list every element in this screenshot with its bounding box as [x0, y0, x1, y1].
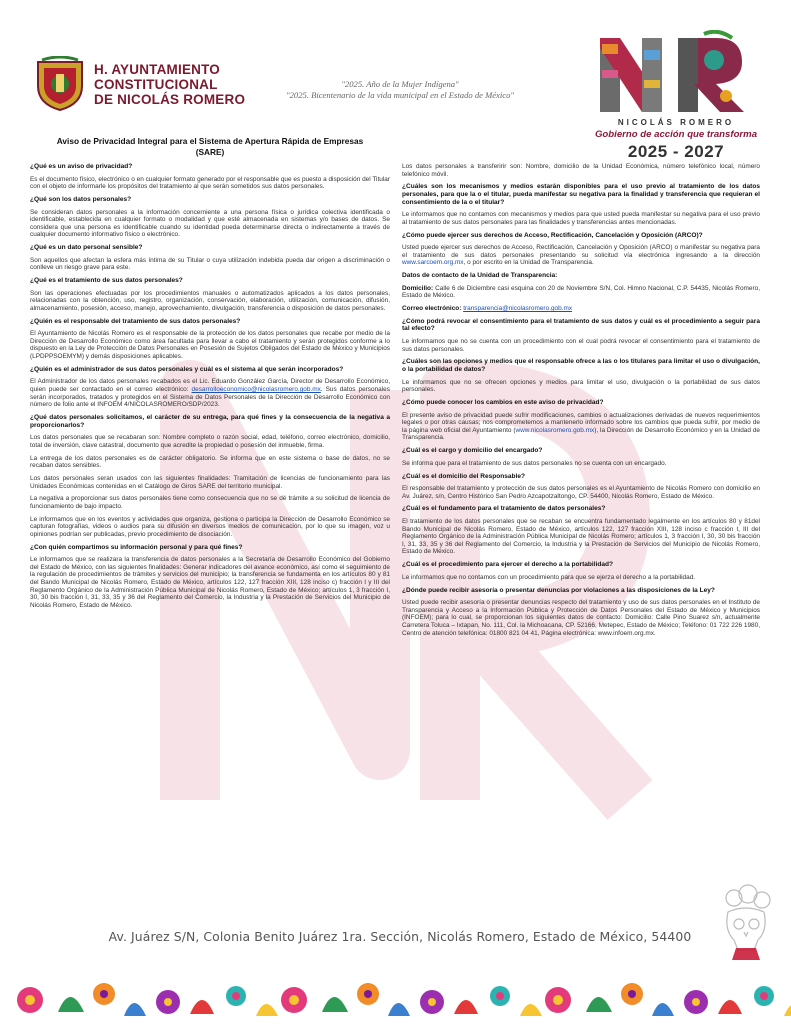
ayuntamiento-name — [94, 62, 245, 107]
answer-text: , o por escrito en la Unidad de Transparencia. — [463, 259, 594, 267]
question-heading: ¿Qué son los datos personales? — [30, 195, 132, 203]
answer-paragraph: Son aquellos que afectan la esfera más íntima de su Titular o cuya utilización indebida pueda dar origen a discriminación o conlleve un riesgo grave para este. — [30, 256, 390, 272]
answer-paragraph: Es el documento físico, electrónico o en cualquier formato generado por el responsable que es puesto a disposición del Titular con el objeto de informarle los propósitos del tratamiento al que serán sometidos sus datos personales. — [30, 175, 390, 191]
title-line-2: (SARE) — [195, 146, 225, 157]
municipal-crest-icon — [34, 56, 86, 112]
question-heading: ¿Qué datos personales solicitamos, el carácter de su entrega, para qué fines y la consecuencia de la negativa a proporcionarlos? — [30, 413, 390, 429]
ayuntamiento-branding — [34, 56, 245, 112]
answer-paragraph — [402, 244, 760, 267]
address-label: Domicilio: — [402, 284, 434, 292]
question-heading: ¿Cuál es el procedimiento para ejercer el derecho a la portabilidad? — [402, 561, 614, 569]
question-heading: ¿Qué es un dato personal sensible? — [30, 244, 143, 252]
answer-paragraph: Le informamos que no se ofrecen opciones y medios para limitar el uso, divulgación o la portabilidad de sus datos personales. — [402, 378, 760, 394]
answer-paragraph: Los datos personales a transferirir son: Nombre, domicilio de la Unidad Económica, número telefónico local, número telefónico móvil. — [402, 163, 760, 178]
answer-paragraph: Le informamos que en los eventos y actividades que organiza, gestiona o participa la Dirección de Desarrollo Económico se capturan fotografías, videos o audios para su difusión en diversos medios de comunicación, por lo que su imagen, voz u opiniones podrían ser publicadas, previo procedimiento de disociación. — [30, 515, 390, 538]
question-heading: ¿Cómo podrá revocar el consentimiento para el tratamiento de sus datos y cuál es el procedimiento a seguir para tal efecto? — [402, 317, 760, 333]
question-heading: ¿Quién es el administrador de sus datos personales y cuál es el sistema al que serán incorporados? — [30, 365, 344, 373]
answer-paragraph: El tratamiento de los datos personales que se recaban se encuentra fundamentado legalmente en los artículos 80 y 81del Bando Municipal de Nicolás Romero, Estado de México, artículos 122, 127 fracción XIII, 128 inciso c fracción I, III del Reglamento Orgánico de la Administración Pública Municipal de Nicolás Romero; artículos 1, 3 fracción I, 30, 30 bis fracción I, 31, 33, 35 y 36 del Reglamento del Comercio, la Industria y la Prestación de Servicios del Municipio de Nicolás Romero, Estado de México. — [402, 518, 760, 556]
left-column — [30, 163, 390, 615]
answer-paragraph: Los datos personales que se recabaran son: Nombre completo o razón social, edad, teléfono, correo electrónico, domicilio, total de inversión, clave catastral, documento que acredite la propiedad o posesión del inmueble, firma. — [30, 434, 390, 449]
floral-border-decoration — [0, 972, 791, 1024]
sarcoem-link[interactable]: www.sarcoem.org.mx — [402, 259, 464, 267]
email-label: Correo electrónico: — [402, 305, 462, 313]
right-column — [402, 163, 760, 642]
logo-slogan: Gobierno de acción que transforma — [594, 129, 758, 140]
answer-paragraph: Le informamos que no contamos con mecanismos y medios para que usted pueda manifestar su negativa para el uso previo al tratamiento de sus datos personales para las finalidades y transferencias antes mencionadas. — [402, 211, 760, 226]
contact-email — [402, 305, 760, 313]
question-heading: ¿Cómo puede conocer los cambios en este aviso de privacidad? — [402, 398, 604, 406]
logo-years: 2025 - 2027 — [627, 142, 725, 161]
answer-paragraph: El Ayuntamiento de Nicolás Romero es el responsable de la protección de los datos personales que recabe por medio de la Dirección de Desarrollo Económico como área facultada para llevar a cabo el tratamiento y serán protegidos conforme a lo dispuesto en la Ley de Protección de Datos Personales en Posesión de Sujetos Obligados del Estado de México y Municipios (LPDPPSOEMYM) y demás disposiciones aplicables. — [30, 330, 390, 361]
administrator-email-link[interactable]: desarrolloeconomico@nicolasromero.gob.mx — [191, 386, 321, 393]
question-heading: ¿Quién es el responsable del tratamiento de sus datos personales? — [30, 317, 241, 325]
answer-paragraph: Usted puede recibir asesoría o presentar denuncias respecto del tratamiento y uso de sus datos personales en el Instituto de Transparencia y Acceso a la Información Pública y Protección de Datos Personales del Estado de México y Municipios (INFOEM); para lo cual, se proporcionan los siguientes datos de contacto: Domicilio: Calle Pino Suarez s/n, actualmente Carretera Toluca – Ixtapan, No. 111, Col. la Michoacana, CP. 52166, Metepec, Estado de México; Teléfono: 01 722 226 1980, Centro de atención telefónica: 01800 821 04 41, Página electrónica: www.infoem.org.mx. — [402, 599, 760, 637]
question-heading: ¿Cuál es el fundamento para el tratamiento de datos personales? — [402, 505, 606, 513]
catrina-skull-icon — [714, 884, 778, 964]
answer-paragraph: Se consideran datos personales a la información concerniente a una persona física o jurídica colectiva identificada o identificable, establecida en cualquier formato o modalidad y que esté almacenada en sistemas y/o bases de datos. Se considera que una persona es identificable cuando su identidad pueda determinarse directa o indirectamente a través de cualquier documento informativo físico o electrónico. — [30, 208, 390, 239]
answer-paragraph: Le informamos que no contamos con un procedimiento para que se ejerza el derecho a la portabilidad. — [402, 573, 696, 581]
motto-2: "2025. Bicentenario de la vida municipal en el Estado de México" — [286, 90, 514, 100]
answer-paragraph — [30, 378, 390, 408]
contact-heading: Datos de contacto de la Unidad de Transparencia: — [402, 272, 558, 280]
question-heading: ¿Cuál es el cargo y domicilio del encargado? — [402, 447, 543, 455]
question-heading: ¿Cuáles son las opciones y medios que el responsable ofrece a las o los titulares para limitar el uso o divulgación, o la portabilidad de datos? — [402, 358, 760, 373]
nr-logo-icon — [586, 30, 756, 116]
answer-paragraph: La negativa a proporcionar sus datos personales tiene como consecuencia que no se dé trámite a su solicitud de licencia de funcionamiento de bajo impacto. — [30, 495, 390, 510]
answer-paragraph: La entrega de los datos personales es de carácter obligatorio. Se informa que en este sistema o base de datos, no se recaban datos sensibles. — [30, 454, 390, 470]
ayuntamiento-website-link[interactable]: www.nicolasromero.gob.mx — [515, 426, 595, 434]
answer-paragraph: Son las operaciones efectuadas por los procedimientos manuales o automatizados aplicados a los datos personales, relacionadas con la obtención, uso, registro, organización, conservación, elaboración, utilización, comunicación, difusión, almacenamiento, posesión, acceso, manejo, aprovechamiento, divulgación, transferencia o disposición de datos personales. — [30, 289, 390, 312]
answer-paragraph: Le informamos que no se cuenta con un procedimiento con el cual podrá revocar el consentimiento para el tratamiento de sus datos personales. — [402, 338, 760, 353]
answer-text: . Sus datos personales serán incorporados, tratados y protegidos en el Sistema de Datos Personales de la Dirección de Desarrollo Económico con número de folio ante el INFOEM 4/NICOLASROMERO/SDP/2023. — [30, 386, 390, 409]
title-line-1: Aviso de Privacidad Integral para el Sistema de Apertura Rápida de Empresas — [56, 136, 364, 146]
transparency-email-link[interactable]: transparencia@nicolasromero.gob.mx — [463, 305, 573, 313]
address-text: Calle 6 de Diciembre casi esquina con 20 de Noviembre S/N, Col. Himno Nacional, C.P. 54435, Nicolás Romero, Estado de México. — [402, 284, 760, 300]
ayuntamiento-line-2: CONSTITUCIONAL — [94, 76, 218, 92]
question-heading: ¿Cuál es el domicilio del Responsable? — [402, 472, 525, 480]
answer-paragraph: Se informa que para el tratamiento de sus datos personales no se cuenta con un encargado. — [402, 459, 667, 467]
question-heading: ¿Dónde puede recibir asesoría o presentar denuncias por violaciones a las disposiciones de la Ley? — [402, 586, 715, 594]
document-title — [30, 136, 390, 157]
question-heading: ¿Qué es un aviso de privacidad? — [30, 163, 133, 170]
question-heading: ¿Cuáles son los mecanismos y medios estarán disponibles para el uso previo al tratamiento de los datos personales, para que la o el titular, pueda manifestar su negativa para la finalidad y transferencia que requieran el consentimiento de la o el titular? — [402, 183, 760, 206]
ayuntamiento-line-3: DE NICOLÁS ROMERO — [94, 91, 246, 107]
official-mottos — [250, 79, 550, 101]
footer-address: Av. Juárez S/N, Colonia Benito Juárez 1ra. Sección, Nicolás Romero, Estado de México, 54400 — [108, 929, 692, 944]
question-heading: ¿Con quién compartimos su información personal y para qué fines? — [30, 543, 243, 551]
answer-paragraph: El responsable del tratamiento y protección de sus datos personales es el Ayuntamiento de Nicolás Romero con domicilio en Av. Juárez, s/n, Centro Histórico San Pedro Azcapotzaltongo, CP. 54400, Nicolás Romero, Estado de México. — [402, 485, 760, 500]
ayuntamiento-line-1: H. AYUNTAMIENTO — [94, 61, 221, 77]
answer-paragraph — [402, 412, 760, 442]
contact-address — [402, 285, 760, 300]
answer-paragraph: Le informamos que se realizara la transferencia de datos personales a la Secretaría de Desarrollo Económico del Gobierno del Estado de México, con las siguientes finalidades: Generar indicadores del avance económico, así como el seguimiento de la regulación de procedimientos de trámites y servicios del municipio; la transferencia se fundamenta en los artículos 80 y 81 del Bando Municipal de Nicolás Romero, Estado de México, artículos 122, 127 fracción XIII, 128 inciso c) fracción I y III del Reglamento Orgánico de la Administración Pública Municipal de Nicolás Romero, Estado de México; artículos 1, 3 fracción I, 30, 30 bis fracción I, 31, 33, 35 y 36 del Reglamento del Comercio, la Industria y la Prestación de Servicios del Municipio de Nicolás Romero, Estado de México. — [30, 556, 390, 609]
motto-1: "2025. Año de la Mujer Indígena" — [341, 79, 459, 89]
answer-text: Usted puede ejercer sus derechos de Acceso, Rectificación, Cancelación y Oposición (ARCO) o manifestar su negativa para el tratamiento de sus datos personales presentando su solicitud vía electrónica ingresando a la dirección — [402, 244, 760, 259]
answer-text: El Administrador de los datos personales recabados es el Lic. Eduardo González García, Director de Desarrollo Económico, quien puede ser contactado en el correo electrónico: — [30, 378, 390, 393]
answer-text: ), la Dirección de Desarrollo Económico y en la Unidad de Transparencia. — [402, 426, 761, 442]
question-heading: ¿Qué es el tratamiento de sus datos personales? — [30, 277, 183, 285]
question-heading: ¿Cómo puede ejercer sus derechos de Acceso, Rectificación, Cancelación y Oposición (ARCO)? — [402, 231, 703, 239]
answer-text: El presente aviso de privacidad puede sufrir modificaciones, cambios o actualizaciones derivadas de nuevos requerimientos legales o por otras causas; nos comprometemos a mantenerlo informado sobre los cambios que pueda sufrir, por medio de la página web oficial del Ayuntamiento ( — [402, 411, 760, 434]
logo-city-name: NICOLÁS ROMERO — [617, 118, 735, 127]
answer-paragraph: Los datos personales seran usados con las siguientes finalidades: Tramitación de licencias de funcionamiento para las Unidades Económicas contenidas en el Catálogo de Giros SARE del territorio municipal. — [30, 474, 390, 490]
government-logo — [586, 30, 766, 162]
